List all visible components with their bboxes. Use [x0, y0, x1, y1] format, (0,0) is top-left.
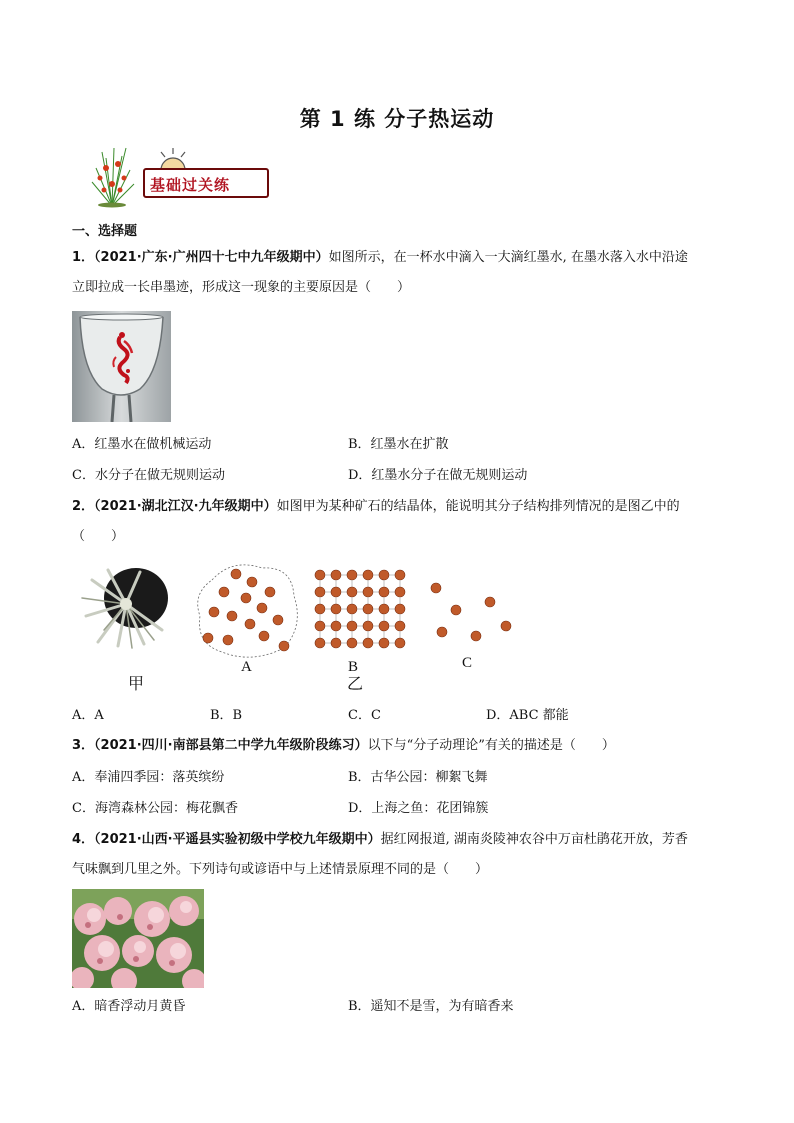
- figure-label-jia: 甲: [128, 674, 145, 693]
- grid-molecule: [315, 638, 325, 648]
- question-4-option-b[interactable]: B．遥知不是雪，为有暗香来: [348, 999, 514, 1014]
- grid-molecule: [363, 621, 373, 631]
- section-heading: 一、选择题: [72, 224, 138, 239]
- question-2-option-a[interactable]: A．A: [72, 708, 104, 723]
- grid-molecule: [315, 570, 325, 580]
- grid-molecule: [363, 570, 373, 580]
- question-3: [72, 736, 615, 756]
- grid-molecule: [347, 587, 357, 597]
- question-3-text: 以下与“分子动理论”有关的描述是（ ）: [367, 738, 615, 753]
- molecule-diagram-b: [312, 567, 408, 651]
- grid-molecule: [347, 570, 357, 580]
- azalea-photo: [72, 889, 204, 988]
- question-4-text: 据红网报道, 湖南炎陵神农谷中万亩杜鹃花开放，芳香: [380, 832, 688, 847]
- question-2-option-d[interactable]: D．ABC 都能: [486, 708, 569, 723]
- section-badge: 基础过关练: [150, 176, 231, 194]
- grid-molecule: [315, 604, 325, 614]
- question-1-option-b[interactable]: B．红墨水在扩散: [348, 437, 449, 452]
- grid-molecule: [379, 621, 389, 631]
- question-3-option-d[interactable]: D．上海之鱼：花团锦簇: [348, 801, 489, 816]
- question-2-line2: （ ）: [72, 529, 125, 544]
- grid-molecule: [331, 587, 341, 597]
- grid-molecule: [331, 621, 341, 631]
- question-4: [72, 830, 688, 850]
- grid-molecule: [347, 604, 357, 614]
- grid-molecule: [331, 570, 341, 580]
- question-1-option-a[interactable]: A．红墨水在做机械运动: [72, 437, 212, 452]
- molecule-diagram-a: [192, 560, 302, 660]
- ink-in-water-photo: [72, 311, 171, 422]
- question-2-text: 如图甲为某种矿石的结晶体，能说明其分子结构排列情况的是图乙中的: [276, 499, 680, 514]
- question-1-text: 如图所示，在一杯水中滴入一大滴红墨水, 在墨水落入水中沿途: [328, 250, 688, 265]
- crystal-photo: [78, 560, 178, 652]
- question-2-option-c[interactable]: C．C: [348, 708, 381, 723]
- grid-molecule: [315, 587, 325, 597]
- question-3-option-c[interactable]: C．海湾森林公园：梅花飘香: [72, 801, 238, 816]
- grid-molecule: [395, 604, 405, 614]
- question-2-source: 2．（2021·湖北江汉·九年级期中）: [72, 499, 277, 514]
- grid-molecule: [363, 604, 373, 614]
- question-4-line2: 气味飘到几里之外。下列诗句或谚语中与上述情景原理不同的是（ ）: [72, 862, 489, 877]
- question-2-option-b[interactable]: B．B: [210, 708, 243, 723]
- grid-molecule: [395, 587, 405, 597]
- figure-label-b: B: [348, 659, 359, 675]
- grid-molecule: [395, 638, 405, 648]
- sun-icon: [158, 146, 188, 170]
- grid-molecule: [363, 587, 373, 597]
- figure-label-a: A: [241, 659, 252, 675]
- question-1-line2: 立即拉成一长串墨迹，形成这一现象的主要原因是（ ）: [72, 280, 411, 295]
- page-title: 第 1 练 分子热运动: [299, 107, 495, 131]
- grid-molecule: [347, 621, 357, 631]
- question-3-source: 3．（2021·四川·南部县第二中学九年级阶段练习）: [72, 738, 368, 753]
- grid-molecule: [363, 638, 373, 648]
- molecule-diagram-c: [428, 578, 518, 644]
- question-3-option-b[interactable]: B．古华公园：柳絮飞舞: [348, 770, 488, 785]
- grid-molecule: [315, 621, 325, 631]
- grid-molecule: [379, 638, 389, 648]
- question-4-source: 4．（2021·山西·平遥县实验初级中学校九年级期中）: [72, 832, 381, 847]
- grid-molecule: [347, 638, 357, 648]
- question-1-option-d[interactable]: D．红墨水分子在做无规则运动: [348, 468, 528, 483]
- grid-molecule: [379, 604, 389, 614]
- question-2: [72, 497, 680, 517]
- question-1: [72, 248, 688, 268]
- question-1-option-c[interactable]: C．水分子在做无规则运动: [72, 468, 225, 483]
- grid-molecule: [331, 638, 341, 648]
- question-1-source: 1．（2021·广东·广州四十七中九年级期中）: [72, 250, 329, 265]
- grid-molecule: [379, 570, 389, 580]
- grid-molecule: [379, 587, 389, 597]
- grid-molecule: [331, 604, 341, 614]
- question-3-option-a[interactable]: A．奉浦四季园：落英缤纷: [72, 770, 225, 785]
- plant-illustration: [84, 138, 140, 208]
- figure-label-c: C: [462, 655, 473, 671]
- grid-molecule: [395, 570, 405, 580]
- question-4-option-a[interactable]: A．暗香浮动月黄昏: [72, 999, 186, 1014]
- grid-molecule: [395, 621, 405, 631]
- figure-label-yi: 乙: [347, 674, 364, 693]
